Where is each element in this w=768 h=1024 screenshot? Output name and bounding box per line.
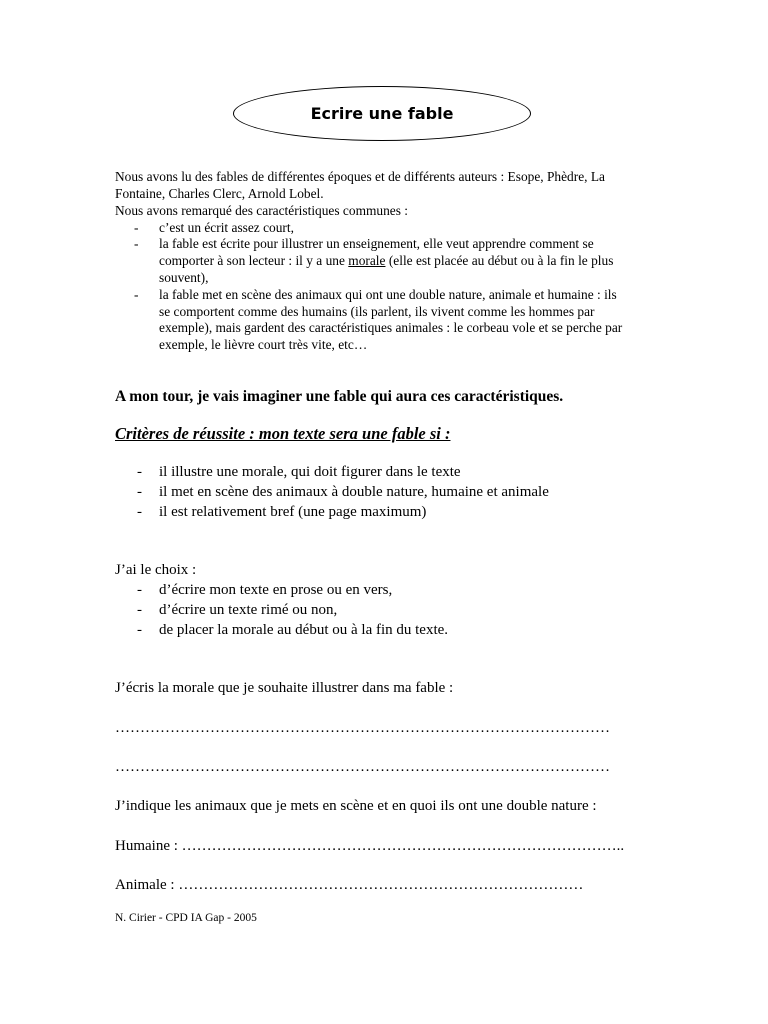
animale-row	[115, 875, 583, 895]
characteristic-3-line-1: la fable met en scène des animaux qui ont une double nature, animale et humaine : ils	[159, 287, 617, 302]
bullet-dash: -	[137, 582, 142, 598]
bullet-dash: -	[134, 220, 139, 235]
choice-heading: J’ai le choix :	[115, 562, 197, 578]
characteristic-2-line-1: la fable est écrite pour illustrer un enseignement, elle veut apprendre comment se	[159, 236, 594, 251]
characteristic-2-line-2	[159, 252, 613, 269]
bullet-dash: -	[137, 622, 142, 638]
criterion-1: il illustre une morale, qui doit figurer dans le texte	[159, 464, 461, 480]
choice-2: d’écrire un texte rimé ou non,	[159, 602, 338, 618]
bullet-dash: -	[137, 484, 142, 500]
section-heading: A mon tour, je vais imaginer une fable qui aura ces caractéristiques.	[115, 388, 564, 405]
bullet-dash: -	[137, 464, 142, 480]
humaine-label: Humaine :	[115, 838, 178, 854]
characteristic-3-line-2: se comportent comme des humains (ils parlent, ils vivent comme les hommes par	[159, 304, 595, 319]
choice-1: d’écrire mon texte en prose ou en vers,	[159, 582, 393, 598]
animale-answer-line[interactable]: ………………………………………………………………………	[178, 877, 584, 893]
humaine-answer-line[interactable]: ……………………………………………………………………………..	[181, 838, 625, 854]
criterion-2: il met en scène des animaux à double nature, humaine et animale	[159, 484, 549, 500]
morale-keyword: morale	[348, 253, 386, 268]
criteria-heading: Critères de réussite : mon texte sera une fable si :	[115, 424, 451, 443]
intro-line-3: Nous avons remarqué des caractéristiques communes :	[115, 203, 409, 218]
bullet-dash: -	[137, 504, 142, 520]
choice-3: de placer la morale au début ou à la fin du texte.	[159, 622, 449, 638]
characteristic-2-text-after: (elle est placée au début ou à la fin le plus	[388, 253, 614, 268]
page-title: Ecrire une fable	[310, 104, 454, 123]
morale-prompt: J’écris la morale que je souhaite illustrer dans ma fable :	[115, 680, 454, 696]
animals-prompt: J’indique les animaux que je mets en scène et en quoi ils ont une double nature :	[115, 798, 597, 814]
intro-line-2: Fontaine, Charles Clerc, Arnold Lobel.	[115, 186, 324, 201]
characteristic-1: c’est un écrit assez court,	[159, 220, 294, 235]
characteristic-2-line-3: souvent),	[159, 270, 209, 285]
bullet-dash: -	[137, 602, 142, 618]
characteristic-2-text-before: comporter à son lecteur : il y a une	[159, 253, 345, 268]
bullet-dash: -	[134, 236, 139, 251]
bullet-dash: -	[134, 287, 139, 302]
intro-line-1: Nous avons lu des fables de différentes époques et de différents auteurs : Esope, Phèdre, La	[115, 169, 605, 184]
humaine-row	[115, 836, 624, 856]
characteristic-3-line-4: exemple, le lièvre court très vite, etc…	[159, 337, 368, 352]
animale-label: Animale :	[115, 877, 175, 893]
criterion-3: il est relativement bref (une page maximum)	[159, 504, 427, 520]
morale-answer-line-2[interactable]: ………………………………………………………………………………………	[115, 759, 610, 775]
characteristic-3-line-3: exemple), mais gardent des caractéristiques animales : le corbeau vole et se perche par	[159, 320, 623, 335]
footer-credit: N. Cirier - CPD IA Gap - 2005	[115, 912, 257, 924]
morale-answer-line-1[interactable]: ………………………………………………………………………………………	[115, 720, 610, 736]
